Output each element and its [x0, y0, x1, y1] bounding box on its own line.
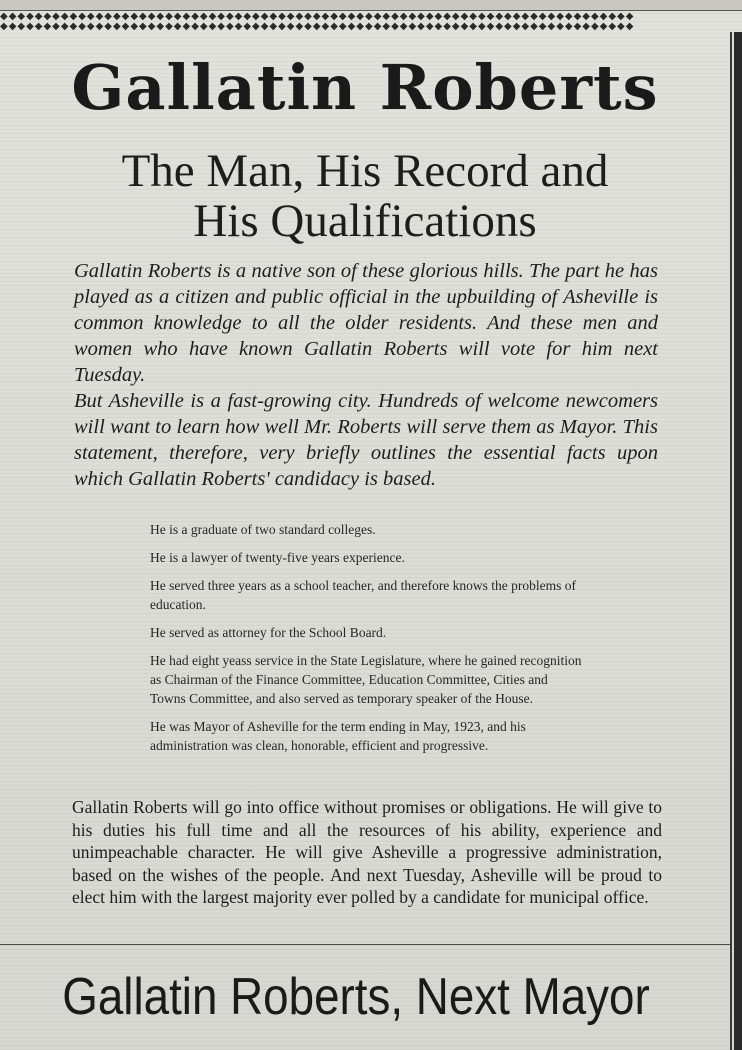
subhead-line-2: His Qualifications: [193, 195, 537, 247]
fact-item: He is a lawyer of twenty-five years experience.: [150, 550, 405, 565]
right-frame-rule: [734, 32, 742, 1050]
fact-item: He served as attorney for the School Board.: [150, 625, 387, 640]
footer-divider: [0, 944, 730, 945]
qualifications-list: [150, 520, 582, 764]
fact-item: He is a graduate of two standard colleges.: [150, 522, 376, 537]
ornamental-border-top: ◆◆◆◆◆◆◆◆◆◆◆◆◆◆◆◆◆◆◆◆◆◆◆◆◆◆◆◆◆◆◆◆◆◆◆◆◆◆◆◆◆◆◆◆◆◆◆◆◆◆◆◆◆◆◆◆◆◆◆◆◆◆◆◆◆◆◆◆◆◆◆◆◆: [0, 12, 635, 22]
subhead-line-1: The Man, His Record and: [121, 145, 609, 197]
headline: Gallatin Roberts: [71, 51, 659, 124]
previous-page-strip: [0, 0, 742, 11]
fact-item: He was Mayor of Asheville for the term ending in May, 1923, and his administration was clean, honorable, efficient and progressive.: [150, 719, 526, 753]
right-frame-inner-rule: [730, 32, 732, 1050]
closing-paragraph: Gallatin Roberts will go into office without promises or obligations. He will give to his duties his full time and all the resources of his ability, experience and unimpeachable character. He will give Asheville a progressive administration, based on the wishes of the people. And next Tuesday, Asheville will be proud to elect him with the largest majority ever polled by a candidate for municipal office.: [72, 797, 662, 907]
footer-slogan: Gallatin Roberts, Next Mayor: [62, 968, 650, 1026]
fact-item: He served three years as a school teacher, and therefore knows the problems of education.: [150, 578, 577, 612]
intro-paragraph-2: But Asheville is a fast-growing city. Hundreds of welcome newcomers will want to learn how well Mr. Roberts will serve them as Mayor. This statement, therefore, very briefly outlines the essential facts upon which Gallatin Roberts' candidacy is based.: [74, 390, 658, 490]
ornamental-border-bottom: ◆◆◆◆◆◆◆◆◆◆◆◆◆◆◆◆◆◆◆◆◆◆◆◆◆◆◆◆◆◆◆◆◆◆◆◆◆◆◆◆◆◆◆◆◆◆◆◆◆◆◆◆◆◆◆◆◆◆◆◆◆◆◆◆◆◆◆◆◆◆◆◆◆: [0, 22, 635, 32]
intro-paragraph-1: Gallatin Roberts is a native son of these glorious hills. The part he has played as a citizen and public official in the upbuilding of Asheville is common knowledge to all the older residents. And these men and women who have known Gallatin Roberts will vote for him next Tuesday.: [74, 260, 658, 386]
fact-item: He had eight yeass service in the State Legislature, where he gained recognition as Chairman of the Finance Committee, Education Committee, Cities and Towns Committee, and also served as temporary speaker of the House.: [150, 653, 582, 706]
